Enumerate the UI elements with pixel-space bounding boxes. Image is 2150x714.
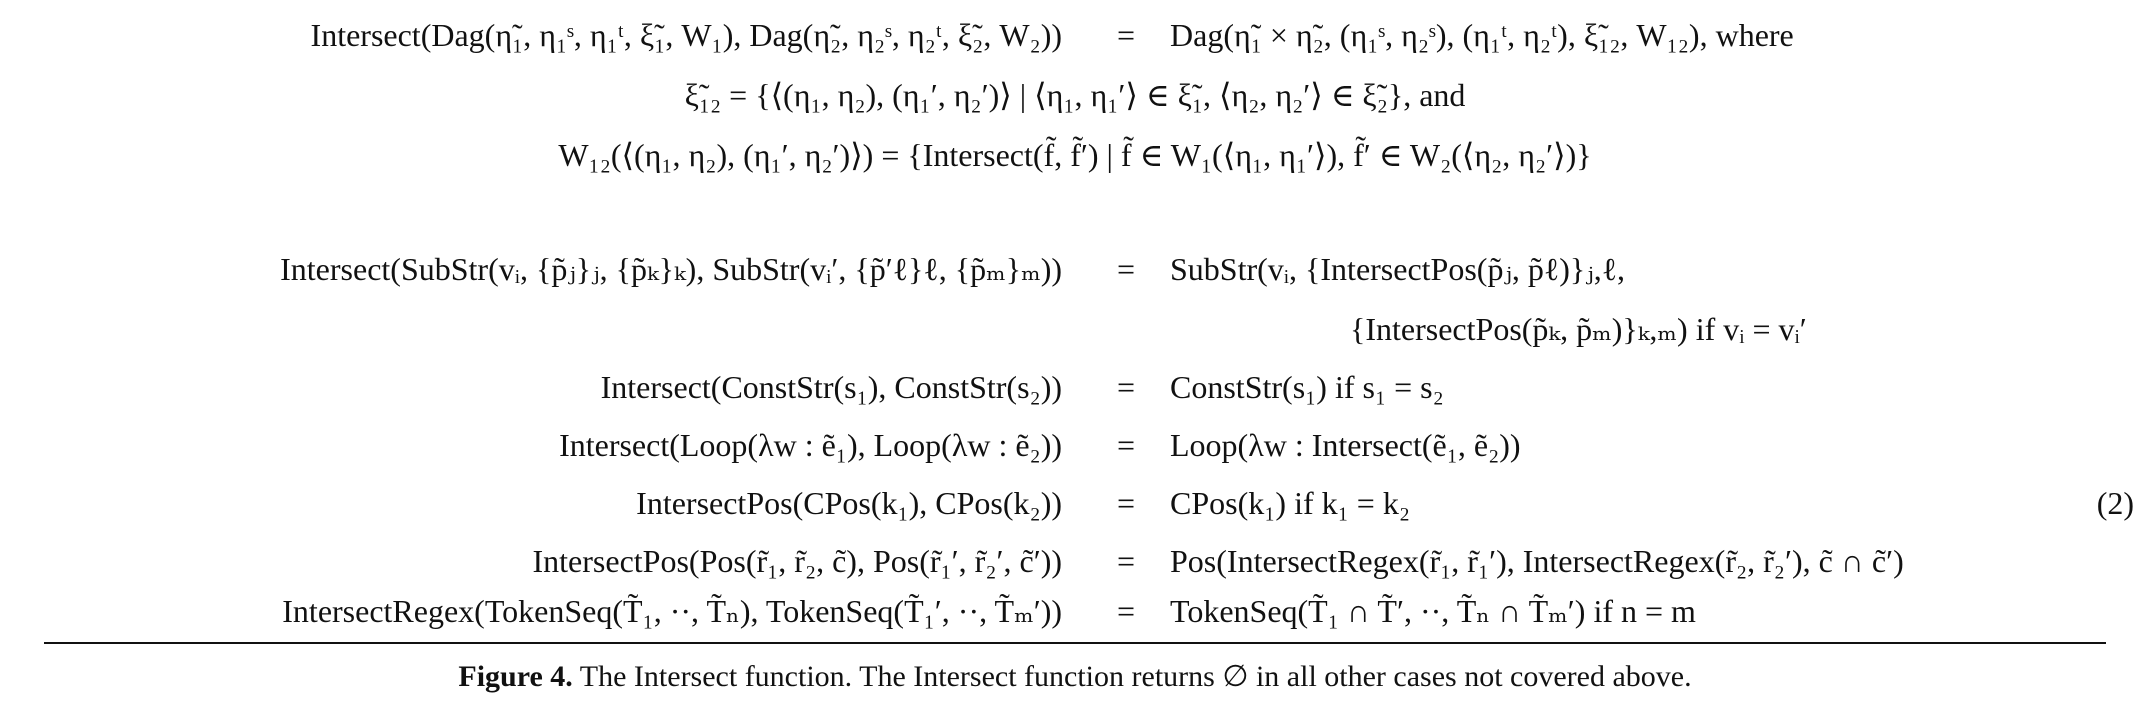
equation-lhs: Intersect(ConstStr(s₁), ConstStr(s₂)) bbox=[600, 369, 1062, 405]
equation-lhs: IntersectRegex(TokenSeq(T̃₁, ··, T̃ₙ), TokenSeq(T̃₁′, ··, T̃ₘ′)) bbox=[282, 593, 1062, 629]
equals-sign: = bbox=[1116, 427, 1136, 463]
equals-sign: = bbox=[1116, 543, 1136, 579]
equation-row-tokenseq bbox=[0, 586, 2150, 636]
equation-row-cpos bbox=[0, 478, 2150, 528]
equation-continuation: {IntersectPos(p̃ₖ, p̃ₘ)}ₖ,ₘ) if vᵢ = vᵢ′ bbox=[1350, 311, 1807, 347]
equation-lhs: Intersect(Loop(λw : ẽ₁), Loop(λw : ẽ₂)) bbox=[559, 427, 1062, 463]
caption-text: The Intersect function. The Intersect function returns ∅ in all other cases not covered above. bbox=[579, 660, 1692, 693]
equation-rhs: CPos(k₁) if k₁ = k₂ bbox=[1170, 485, 1410, 521]
equation-row-xi12 bbox=[0, 70, 2150, 120]
equation-rhs: Loop(λw : Intersect(ẽ₁, ẽ₂)) bbox=[1170, 427, 1521, 463]
figure-label: Figure 4. bbox=[458, 660, 573, 693]
equals-sign: = bbox=[1116, 251, 1136, 287]
equation-rhs: Dag(η̃₁ × η̃₂, (η₁ˢ, η₂ˢ), (η₁ᵗ, η₂ᵗ), ξ̃₁₂, W₁₂), where bbox=[1170, 17, 1794, 53]
equation-row-substr-cont bbox=[0, 304, 2150, 354]
equation-lhs: IntersectPos(CPos(k₁), CPos(k₂)) bbox=[636, 485, 1062, 521]
equals-sign: = bbox=[1116, 485, 1136, 521]
equation-row-pos bbox=[0, 536, 2150, 586]
equation-rhs: Pos(IntersectRegex(r̃₁, r̃₁′), IntersectRegex(r̃₂, r̃₂′), c̃ ∩ c̃′) bbox=[1170, 543, 1904, 579]
equation-lhs: Intersect(SubStr(vᵢ, {p̃ⱼ}ⱼ, {p̃ₖ}ₖ), SubStr(vᵢ′, {p̃′ℓ}ℓ, {p̃ₘ}ₘ)) bbox=[280, 251, 1062, 287]
equation-rhs: ConstStr(s₁) if s₁ = s₂ bbox=[1170, 369, 1444, 405]
equals-sign: = bbox=[1116, 593, 1136, 629]
equation-row-dag bbox=[0, 10, 2150, 60]
equation-centered: ξ̃₁₂ = {⟨(η₁, η₂), (η₁′, η₂′)⟩ | ⟨η₁, η₁′⟩ ∈ ξ̃₁, ⟨η₂, η₂′⟩ ∈ ξ̃₂}, and bbox=[684, 77, 1466, 113]
equation-row-loop bbox=[0, 420, 2150, 470]
equation-rhs: SubStr(vᵢ, {IntersectPos(p̃ⱼ, p̃ℓ)}ⱼ,ℓ, bbox=[1170, 251, 1626, 287]
equation-lhs: Intersect(Dag(η̃₁, η₁ˢ, η₁ᵗ, ξ̃₁, W₁), Dag(η̃₂, η₂ˢ, η₂ᵗ, ξ̃₂, W₂)) bbox=[310, 17, 1062, 53]
figure-caption bbox=[0, 654, 2150, 700]
equation-number: (2) bbox=[2096, 485, 2134, 521]
equation-row-conststr bbox=[0, 362, 2150, 412]
equation-rhs: TokenSeq(T̃₁ ∩ T̃′, ··, T̃ₙ ∩ T̃ₘ′) if n = m bbox=[1170, 593, 1696, 629]
equation-lhs: IntersectPos(Pos(r̃₁, r̃₂, c̃), Pos(r̃₁′, r̃₂′, c̃′)) bbox=[532, 543, 1062, 579]
caption-divider bbox=[44, 642, 2106, 644]
equals-sign: = bbox=[1116, 369, 1136, 405]
equation-row-w12 bbox=[0, 130, 2150, 180]
equals-sign: = bbox=[1116, 17, 1136, 53]
equation-row-substr bbox=[0, 244, 2150, 294]
equation-centered: W₁₂(⟨(η₁, η₂), (η₁′, η₂′)⟩) = {Intersect(f̃, f̃′) | f̃ ∈ W₁(⟨η₁, η₁′⟩), f̃′ ∈ W₂(⟨η₂, η₂′⟩)} bbox=[558, 137, 1592, 173]
